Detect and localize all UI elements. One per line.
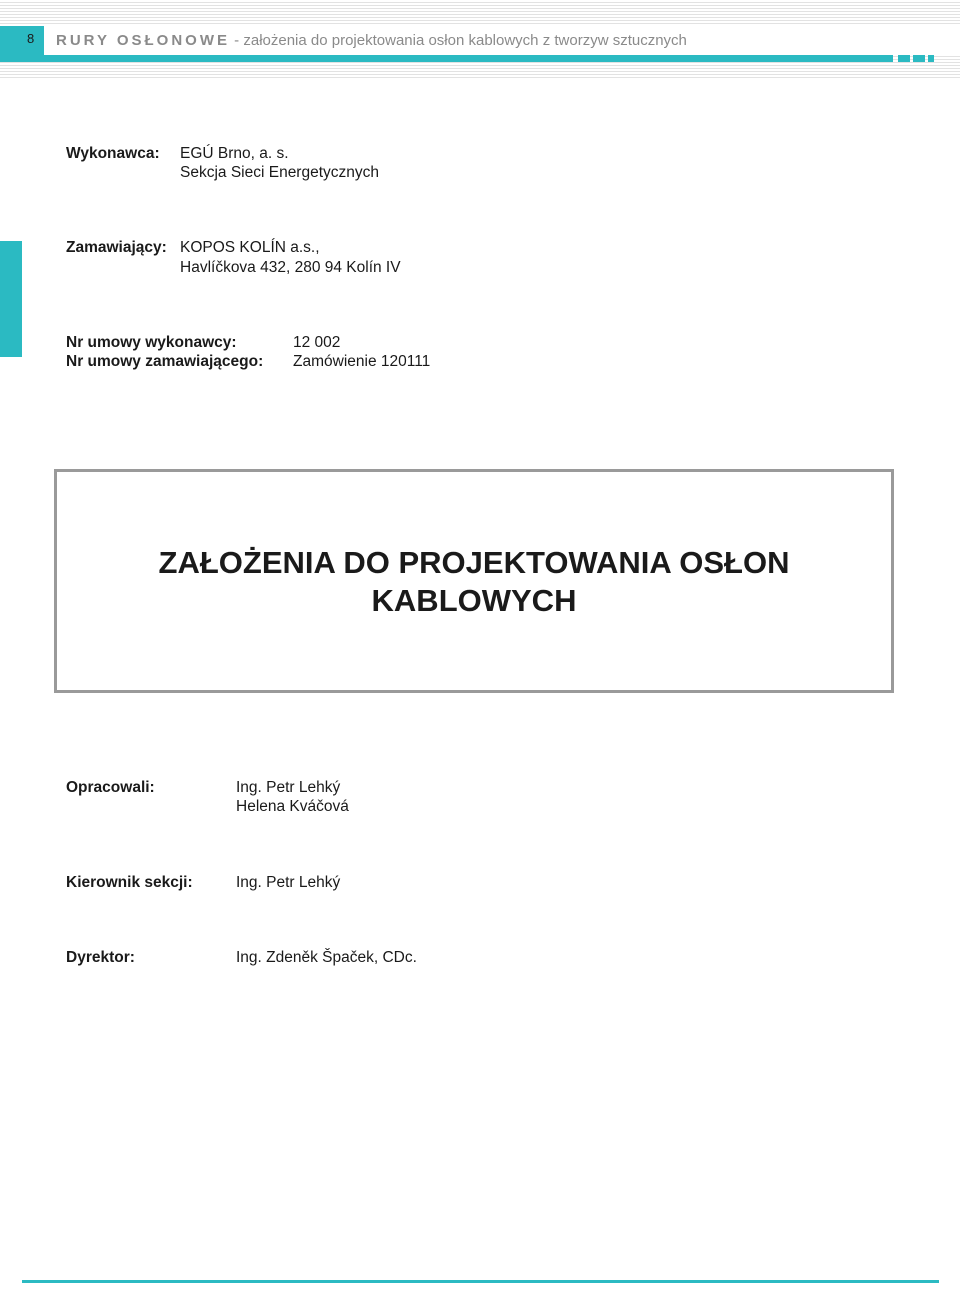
- header-brand: RURY OSŁONOWE: [56, 32, 231, 49]
- header-square-2: [913, 55, 925, 62]
- header-title: [56, 32, 687, 49]
- header-square-1: [898, 55, 910, 62]
- page-number-box: [0, 26, 44, 55]
- side-accent-tab: [0, 241, 22, 357]
- contractor-contract-value: 12 002: [293, 334, 341, 351]
- client-contract-value: Zamówienie 120111: [293, 353, 431, 370]
- header-accent-rule: [0, 55, 893, 62]
- client-line-1: KOPOS KOLÍN a.s.,: [180, 239, 320, 256]
- director-label: Dyrektor:: [66, 949, 135, 966]
- section-head-name: Ing. Petr Lehký: [236, 874, 341, 891]
- header-subtitle: - założenia do projektowania osłon kablowych z tworzyw sztucznych: [230, 32, 687, 49]
- authors-label: Opracowali:: [66, 779, 155, 796]
- client-contract-label: Nr umowy zamawiającego:: [66, 353, 264, 370]
- document-title-line-2: KABLOWYCH: [371, 583, 577, 618]
- author-2: Helena Kváčová: [236, 798, 349, 815]
- section-head-label: Kierownik sekcji:: [66, 874, 193, 891]
- contractor-label: Wykonawca:: [66, 145, 160, 162]
- header-square-3: [928, 55, 934, 62]
- author-1: Ing. Petr Lehký: [236, 779, 341, 796]
- client-line-2: Havlíčkova 432, 280 94 Kolín IV: [180, 259, 401, 276]
- document-title: [54, 544, 894, 620]
- document-title-line-1: ZAŁOŻENIA DO PROJEKTOWANIA OSŁON: [158, 545, 790, 580]
- contractor-line-2: Sekcja Sieci Energetycznych: [180, 164, 380, 181]
- client-label: Zamawiający:: [66, 239, 167, 256]
- director-name: Ing. Zdeněk Špaček, CDc.: [236, 949, 417, 966]
- page-number: 8: [27, 31, 35, 46]
- contractor-contract-label: Nr umowy wykonawcy:: [66, 334, 237, 351]
- footer-accent-rule: [22, 1280, 939, 1283]
- contractor-line-1: EGÚ Brno, a. s.: [180, 145, 289, 162]
